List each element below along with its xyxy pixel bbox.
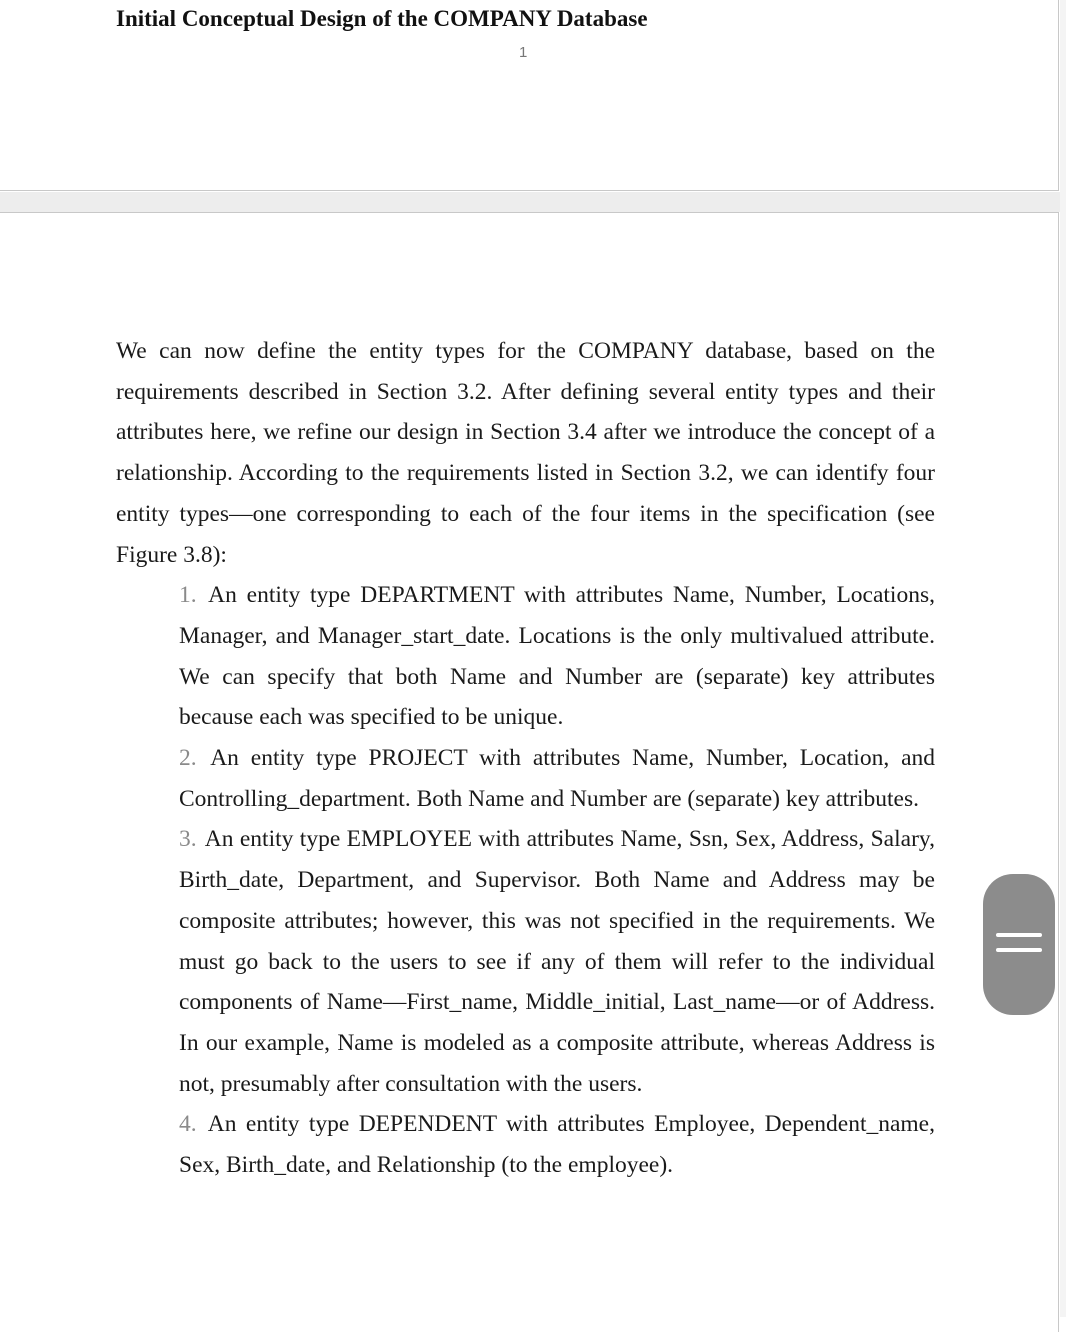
list-item-text: An entity type DEPARTMENT with attributes Name, Number, Locations, Manager, and Manager_start_date. Locations is the only multivalued attribute. We can specify that both Name and Number are (separate) key attributes because each was specified to be unique. [179, 582, 935, 731]
list-item [179, 819, 935, 1104]
drag-handle-icon [996, 948, 1042, 952]
drag-handle-icon [996, 933, 1042, 937]
page-number: 1 [519, 44, 528, 61]
list-item-number: 3. [179, 826, 197, 853]
list-item-number: 2. [179, 745, 197, 772]
page-gap [0, 192, 1066, 212]
list-item [179, 738, 935, 819]
intro-paragraph: We can now define the entity types for the COMPANY database, based on the requirements described in Section 3.2. After defining several entity types and their attributes here, we refine our design in Section 3.4 after we introduce the concept of a relationship. According to the requirements listed in Section 3.2, we can identify four entity types—one corresponding to each of the four items in the specification (see Figure 3.8): [116, 338, 935, 568]
viewer-edge [1060, 0, 1066, 1317]
list-item-text: An entity type PROJECT with attributes Name, Number, Location, and Controlling_department. Both Name and Number are (separate) key attributes. [179, 745, 935, 812]
list-item-text: An entity type DEPENDENT with attributes Employee, Dependent_name, Sex, Birth_date, and Relationship (to the employee). [179, 1111, 935, 1179]
page-title: Initial Conceptual Design of the COMPANY Database [116, 6, 648, 31]
list-item-text: An entity type EMPLOYEE with attributes Name, Ssn, Sex, Address, Salary, Birth_date, Department, and Supervisor. Both Name and Address may be composite attributes; however, this was not specified in the requirements. We must go back to the users to see if any of them will refer to the individual components of Name—First_name, Middle_initial, Last_name—or of Address. In our example, Name is modeled as a composite attribute, whereas Address is not, presumably after consultation with the users. [179, 826, 935, 1097]
list-item-number: 1. [179, 582, 197, 609]
entity-list [116, 575, 935, 1186]
list-item [179, 1104, 935, 1185]
list-item [179, 575, 935, 738]
scroll-handle[interactable] [983, 874, 1055, 1015]
list-item-number: 4. [179, 1111, 197, 1138]
document-content [116, 331, 935, 1186]
